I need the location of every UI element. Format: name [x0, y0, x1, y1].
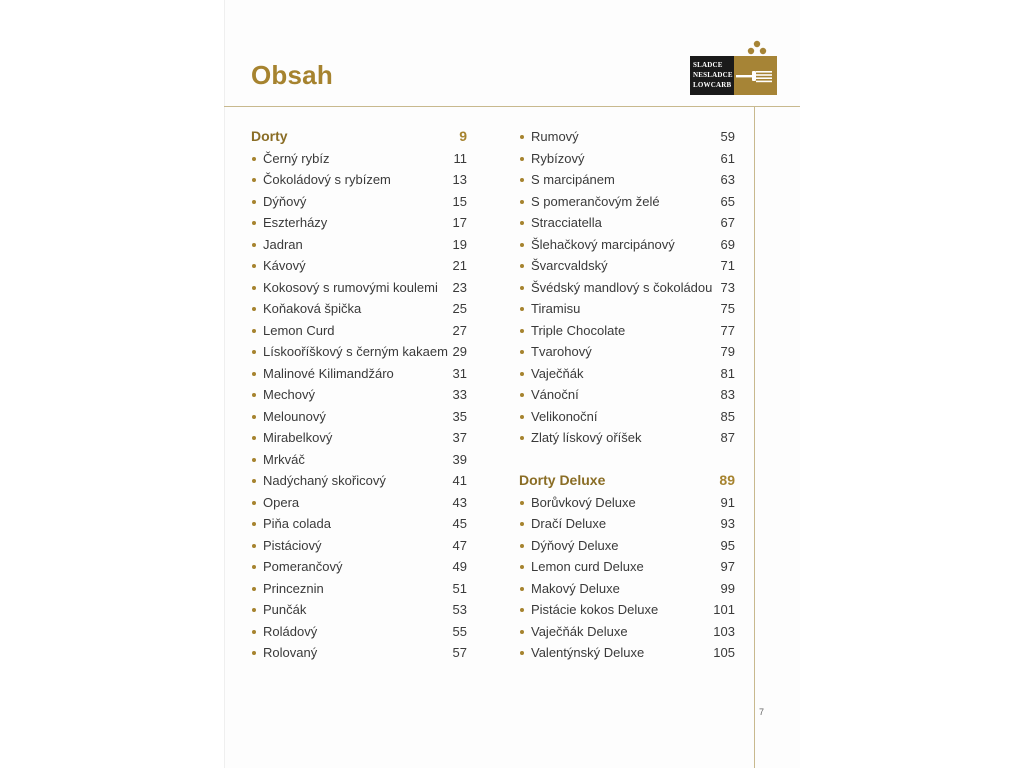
toc-entry-label: Melounový [263, 408, 326, 424]
bullet-icon [520, 264, 524, 268]
bullet-icon [252, 393, 256, 397]
bullet-icon [520, 372, 524, 376]
toc-entry[interactable] [519, 556, 735, 578]
toc-entry-label: Mirabelkový [263, 430, 333, 445]
bullet-icon [520, 243, 524, 247]
toc-entry-label: Mechový [263, 387, 316, 402]
bullet-icon [520, 200, 524, 204]
toc-entry[interactable] [519, 384, 735, 406]
toc-list [251, 148, 467, 664]
toc-entry-label: Opera [263, 494, 300, 510]
toc-entry[interactable] [519, 212, 735, 234]
toc-entry[interactable] [519, 621, 735, 643]
bullet-icon [520, 565, 524, 569]
toc-entry[interactable] [519, 148, 735, 170]
bullet-icon [520, 350, 524, 354]
toc-entry-page: 81 [720, 365, 735, 381]
section-page: 9 [459, 128, 467, 144]
toc-entry-label: Zlatý lískový oříšek [531, 430, 642, 445]
bullet-icon [252, 651, 256, 655]
page-edge [224, 0, 225, 768]
toc-entry[interactable] [519, 578, 735, 600]
toc-entry[interactable] [251, 212, 467, 234]
toc-entry[interactable] [519, 492, 735, 514]
toc-entry-page: 95 [720, 537, 735, 553]
bullet-icon [252, 458, 256, 462]
toc-entry-page: 25 [452, 301, 467, 316]
logo-line: SLADCE [693, 61, 723, 69]
toc-entry[interactable] [251, 427, 467, 449]
toc-entry-label: Černý rybíz [263, 150, 330, 166]
bullet-icon [520, 157, 524, 161]
toc-entry[interactable] [251, 255, 467, 277]
header-divider [224, 106, 800, 107]
toc-entry[interactable] [251, 277, 467, 299]
toc-entry-label: Vánoční [531, 387, 579, 402]
bullet-icon [252, 178, 256, 182]
toc-entry[interactable] [519, 427, 735, 449]
toc-entry[interactable] [251, 320, 467, 342]
toc-list [519, 126, 735, 449]
toc-entry-label: Valentýnský Deluxe [531, 645, 645, 660]
toc-entry-label: Kokosový s rumovými koulemi [263, 279, 438, 295]
section-page: 89 [719, 472, 735, 488]
bullet-icon [520, 630, 524, 634]
bullet-icon [520, 135, 524, 139]
toc-entry-label: Tvarohový [531, 344, 592, 359]
toc-entry-label: S marcipánem [531, 172, 615, 187]
bullet-icon [520, 651, 524, 655]
bullet-icon [252, 436, 256, 440]
brand-logo [690, 40, 778, 95]
toc-entry[interactable] [251, 621, 467, 643]
toc-entry-page: 47 [452, 537, 467, 553]
toc-entry-label: Švarcvaldský [531, 258, 608, 273]
bullet-icon [252, 307, 256, 311]
toc-entry-label: Pistáciový [263, 537, 322, 553]
toc-entry[interactable] [251, 556, 467, 578]
toc-entry-page: 19 [452, 236, 467, 252]
toc-entry-page: 65 [720, 193, 735, 209]
toc-entry[interactable] [251, 599, 467, 621]
dots-icon [745, 40, 769, 56]
bullet-icon [252, 565, 256, 569]
toc-entry-label: Dračí Deluxe [531, 516, 607, 531]
bullet-icon [520, 501, 524, 505]
toc-entry[interactable] [519, 191, 735, 213]
toc-entry[interactable] [251, 341, 467, 363]
toc-entry-page: 39 [452, 451, 467, 467]
toc-entry-page: 31 [452, 365, 467, 381]
toc-entry-label: Velikonoční [531, 408, 598, 424]
toc-entry-label: Nadýchaný skořicový [263, 473, 386, 488]
toc-section-heading[interactable] [251, 126, 467, 148]
toc-entry[interactable] [519, 642, 735, 664]
bullet-icon [520, 544, 524, 548]
toc-entry[interactable] [251, 535, 467, 557]
toc-entry-page: 83 [720, 387, 735, 402]
toc-entry-page: 17 [452, 215, 467, 230]
bullet-icon [520, 307, 524, 311]
toc-entry-label: Princeznin [263, 580, 324, 596]
toc-entry[interactable] [519, 320, 735, 342]
toc-entry[interactable] [519, 298, 735, 320]
toc-entry-page: 99 [720, 580, 735, 596]
toc-entry[interactable] [251, 492, 467, 514]
toc-entry[interactable] [519, 363, 735, 385]
toc-entry-page: 105 [713, 645, 735, 660]
toc-entry-label: Dýňový Deluxe [531, 537, 619, 553]
toc-entry[interactable] [251, 234, 467, 256]
toc-entry[interactable] [251, 191, 467, 213]
section-gap [519, 449, 735, 471]
toc-entry-label: Kávový [263, 258, 306, 273]
toc-entry-page: 93 [720, 516, 735, 531]
bullet-icon [520, 587, 524, 591]
toc-entry-label: Lemon curd Deluxe [531, 559, 644, 574]
toc-entry[interactable] [519, 169, 735, 191]
toc-entry-page: 53 [452, 602, 467, 617]
toc-entry-page: 79 [720, 344, 735, 359]
toc-entry-page: 11 [453, 150, 467, 166]
toc-entry-page: 67 [720, 215, 735, 230]
logo-line: LOWCARB [693, 81, 732, 89]
toc-entry-label: Rumový [531, 129, 579, 144]
section-label: Dorty [251, 128, 288, 144]
toc-entry-label: Borůvkový Deluxe [531, 494, 636, 510]
toc-entry-label: Punčák [263, 602, 307, 617]
toc-entry-label: Koňaková špička [263, 301, 362, 316]
bullet-icon [252, 522, 256, 526]
bullet-icon [252, 157, 256, 161]
toc-entry-page: 71 [720, 258, 735, 273]
toc-entry-page: 55 [452, 623, 467, 639]
section-label: Dorty Deluxe [519, 472, 606, 488]
bullet-icon [252, 501, 256, 505]
toc-entry-label: Rybízový [531, 150, 585, 166]
toc-entry-label: Tiramisu [531, 301, 581, 316]
toc-entry-label: Pistácie kokos Deluxe [531, 602, 659, 617]
toc-entry[interactable] [251, 513, 467, 535]
toc-entry-page: 101 [713, 602, 735, 617]
bullet-icon [252, 630, 256, 634]
bullet-icon [252, 544, 256, 548]
bullet-icon [252, 415, 256, 419]
bullet-icon [252, 479, 256, 483]
toc-entry-label: Rolovaný [263, 645, 318, 660]
page-title: Obsah [251, 60, 333, 90]
toc-entry-page: 91 [720, 494, 735, 510]
margin-divider [754, 106, 755, 768]
toc-entry[interactable] [251, 642, 467, 664]
toc-entry-label: Roládový [263, 623, 318, 639]
toc-entry-label: Čokoládový s rybízem [263, 172, 391, 187]
bullet-icon [520, 608, 524, 612]
toc-entry[interactable] [519, 341, 735, 363]
toc-entry-page: 87 [720, 430, 735, 445]
toc-entry-page: 85 [720, 408, 735, 424]
toc-left-column [251, 126, 467, 664]
toc-entry-label: Švédský mandlový s čokoládou [531, 279, 713, 295]
toc-entry-page: 23 [452, 279, 467, 295]
bullet-icon [252, 264, 256, 268]
toc-entry-page: 97 [720, 559, 735, 574]
bullet-icon [252, 286, 256, 290]
toc-entry-page: 59 [720, 129, 735, 144]
toc-entry-label: Stracciatella [531, 215, 602, 230]
toc-entry-page: 103 [713, 623, 735, 639]
toc-entry-page: 57 [452, 645, 467, 660]
toc-entry-label: Eszterházy [263, 215, 328, 230]
toc-entry-label: Triple Chocolate [531, 322, 626, 338]
toc-entry[interactable] [519, 126, 735, 148]
bullet-icon [520, 415, 524, 419]
toc-entry[interactable] [519, 277, 735, 299]
toc-entry-label: Lískooříškový s černým kakaem [263, 344, 448, 359]
toc-entry-page: 69 [720, 236, 735, 252]
toc-entry-page: 21 [452, 258, 467, 273]
toc-entry-label: S pomerančovým želé [531, 193, 660, 209]
toc-entry-label: Šlehačkový marcipánový [531, 236, 675, 252]
bullet-icon [252, 200, 256, 204]
bullet-icon [520, 221, 524, 225]
toc-entry-label: Pomerančový [263, 559, 343, 574]
toc-entry-page: 37 [452, 430, 467, 445]
toc-entry-page: 63 [720, 172, 735, 187]
toc-entry[interactable] [251, 363, 467, 385]
bullet-icon [520, 178, 524, 182]
toc-entry-label: Vaječňák [531, 365, 584, 381]
bullet-icon [520, 522, 524, 526]
toc-entry[interactable] [519, 406, 735, 428]
toc-entry-page: 49 [452, 559, 467, 574]
toc-entry-page: 41 [452, 473, 467, 488]
fork-icon [734, 66, 776, 86]
toc-entry[interactable] [519, 535, 735, 557]
bullet-icon [252, 608, 256, 612]
toc-entry-page: 73 [720, 279, 735, 295]
toc-entry-label: Mrkváč [263, 451, 305, 467]
toc-list [519, 492, 735, 664]
bullet-icon [252, 350, 256, 354]
toc-entry-page: 51 [452, 580, 467, 596]
toc-entry[interactable] [251, 384, 467, 406]
page-number: 7 [759, 707, 765, 717]
toc-entry-label: Lemon Curd [263, 322, 335, 338]
toc-entry-page: 33 [452, 387, 467, 402]
toc-entry-page: 43 [452, 494, 467, 510]
toc-entry-page: 29 [452, 344, 467, 359]
toc-entry-page: 75 [720, 301, 735, 316]
toc-entry[interactable] [519, 513, 735, 535]
bullet-icon [520, 286, 524, 290]
toc-entry[interactable] [251, 470, 467, 492]
toc-entry[interactable] [251, 148, 467, 170]
bullet-icon [520, 436, 524, 440]
toc-entry-page: 61 [720, 150, 735, 166]
toc-entry[interactable] [519, 599, 735, 621]
bullet-icon [252, 243, 256, 247]
toc-entry[interactable] [251, 169, 467, 191]
logo-line: NESLADCE [693, 71, 733, 79]
toc-entry-page: 27 [452, 322, 467, 338]
bullet-icon [520, 329, 524, 333]
toc-entry[interactable] [519, 234, 735, 256]
bullet-icon [252, 587, 256, 591]
bullet-icon [252, 221, 256, 225]
toc-entry[interactable] [519, 255, 735, 277]
toc-entry[interactable] [251, 406, 467, 428]
toc-entry-label: Jadran [263, 236, 303, 252]
toc-entry-label: Piňa colada [263, 516, 331, 531]
toc-right-column [519, 126, 735, 664]
toc-entry-page: 15 [452, 193, 467, 209]
toc-entry-label: Makový Deluxe [531, 580, 620, 596]
toc-entry[interactable] [251, 449, 467, 471]
toc-entry-page: 77 [720, 322, 735, 338]
toc-entry[interactable] [251, 298, 467, 320]
toc-entry-label: Malinové Kilimandžáro [263, 365, 394, 381]
bullet-icon [252, 329, 256, 333]
bullet-icon [252, 372, 256, 376]
toc-entry[interactable] [251, 578, 467, 600]
bullet-icon [520, 393, 524, 397]
toc-entry-label: Vaječňák Deluxe [531, 623, 628, 639]
toc-entry-page: 35 [452, 408, 467, 424]
toc-entry-label: Dýňový [263, 193, 307, 209]
toc-entry-page: 13 [452, 172, 467, 187]
toc-section-heading[interactable] [519, 470, 735, 492]
toc-entry-page: 45 [452, 516, 467, 531]
